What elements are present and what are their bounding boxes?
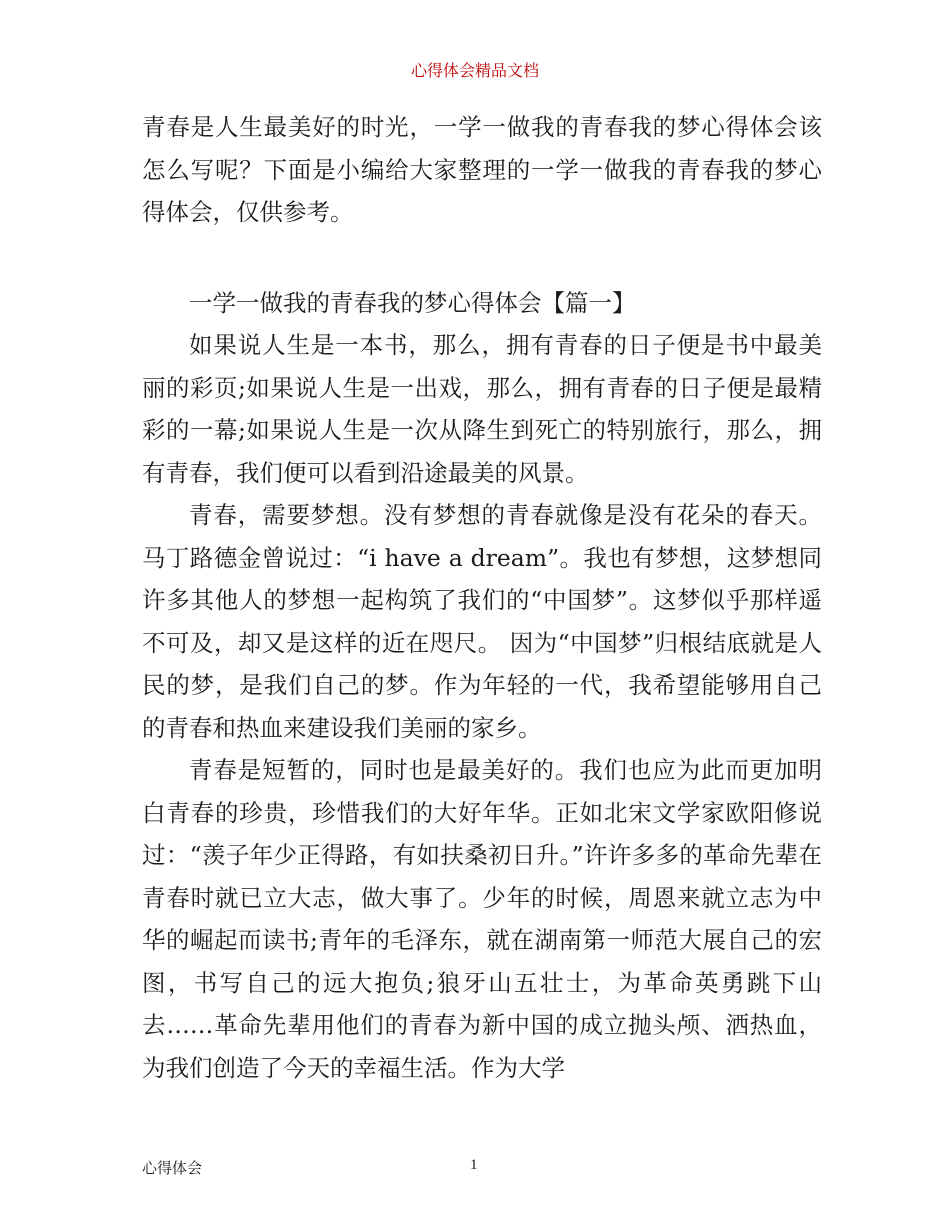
body-paragraph-3: 青春是短暂的，同时也是最美好的。我们也应为此而更加明白青春的珍贵，珍惜我们的大好年华。正如北宋文学家欧阳修说过：“羡子年少正得路，有如扶桑初日升。”许许多多的革命先辈在青春时就已立大志，做大事了。少年的时候，周恩来就立志为中华的崛起而读书;青年的毛泽东，就在湖南第一师范大展自己的宏图，书写自己的远大抱负;狼牙山五壮士，为革命英勇跳下山去……革命先辈用他们的青春为新中国的成立抛头颅、洒热血，为我们创造了今天的幸福生活。作为大学 [142,756,822,1082]
body-paragraph-1: 如果说人生是一本书，那么，拥有青春的日子便是书中最美丽的彩页;如果说人生是一出戏，那么，拥有青春的日子便是最精彩的一幕;如果说人生是一次从降生到死亡的特别旅行，那么，拥有青春，我们便可以看到沿途最美的风景。 [142,331,822,487]
body-paragraph-2: 青春，需要梦想。没有梦想的青春就像是没有花朵的春天。马丁路德金曾说过：“i have a dream”。我也有梦想，这梦想同许多其他人的梦想一起构筑了我们的“中国梦”。这梦似乎那样遥不可及，却又是这样的近在咫尺。 因为“中国梦”归根结底就是人民的梦，是我们自己的梦。作为年轻的一代，我希望能够用自己的青春和热血来建设我们美丽的家乡。 [142,501,822,742]
document-body [142,106,822,1089]
page-footer-label: 心得体会 [142,1159,203,1177]
intro-paragraph: 青春是人生最美好的时光，一学一做我的青春我的梦心得体会该怎么写呢？下面是小编给大家整理的一学一做我的青春我的梦心得体会，仅供参考。 [142,113,822,226]
paragraph-spacer [142,234,822,282]
page-number: 1 [470,1157,478,1173]
page-header-title: 心得体会精品文档 [410,61,539,80]
section-title: 一学一做我的青春我的梦心得体会【篇一】 [189,288,636,317]
